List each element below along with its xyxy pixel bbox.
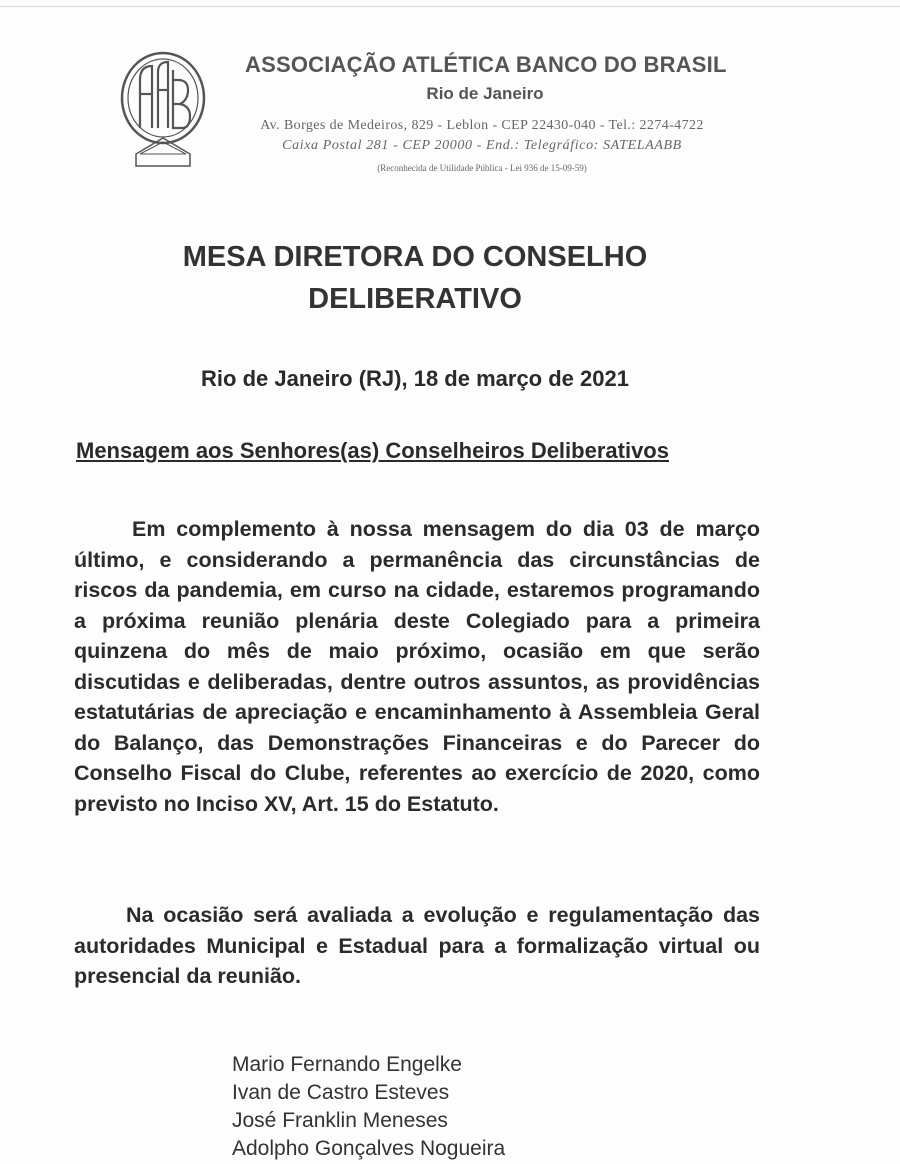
message-subject: Mensagem aos Senhores(as) Conselheiros Deliberativos — [76, 438, 669, 463]
organization-city: Rio de Janeiro — [426, 84, 544, 103]
signatory-name: Ivan de Castro Esteves — [232, 1081, 450, 1104]
address-line-3: (Reconhecida de Utilidade Pública - Lei 936 de 15-09-59) — [377, 163, 587, 173]
address-line-2: Caixa Postal 281 - CEP 20000 - End.: Telegráfico: SATELAABB — [282, 138, 682, 153]
signatory-name: Adolpho Gonçalves Nogueira — [232, 1137, 506, 1160]
signatories-list — [232, 1051, 652, 1163]
signatory-name: Mario Fernando Engelke — [232, 1053, 462, 1076]
date-line: Rio de Janeiro (RJ), 18 de março de 2021 — [201, 366, 629, 391]
body-paragraph: Na ocasião será avaliada a evolução e regulamentação das autoridades Municipal e Estadual para a formalização virtual ou presencial da reunião. — [74, 903, 760, 988]
address-line-1: Av. Borges de Medeiros, 829 - Leblon - CEP 22430-040 - Tel.: 2274-4722 — [260, 118, 704, 133]
body-paragraph: Em complemento à nossa mensagem do dia 03 de março último, e considerando a permanência das circunstâncias de riscos da pandemia, em curso na cidade, estaremos programando a próxima reunião plenária deste Colegiado para a primeira quinzena do mês de maio próximo, ocasião em que serão discutidas e deliberadas, dentre outros assuntos, as providências estatutárias de apreciação e encaminhamento à Assembleia Geral do Balanço, das Demonstrações Financeiras e do Parecer do Conselho Fiscal do Clube, referentes ao exercício de 2020, como previsto no Inciso XV, Art. 15 do Estatuto. — [74, 517, 760, 816]
signatory-name: José Franklin Meneses — [232, 1109, 448, 1132]
document-title: MESA DIRETORA DO CONSELHO DELIBERATIVO — [182, 241, 648, 315]
page-edge-line — [0, 6, 900, 7]
organization-name: ASSOCIAÇÃO ATLÉTICA BANCO DO BRASIL — [245, 52, 727, 77]
aabb-logo — [118, 50, 208, 174]
